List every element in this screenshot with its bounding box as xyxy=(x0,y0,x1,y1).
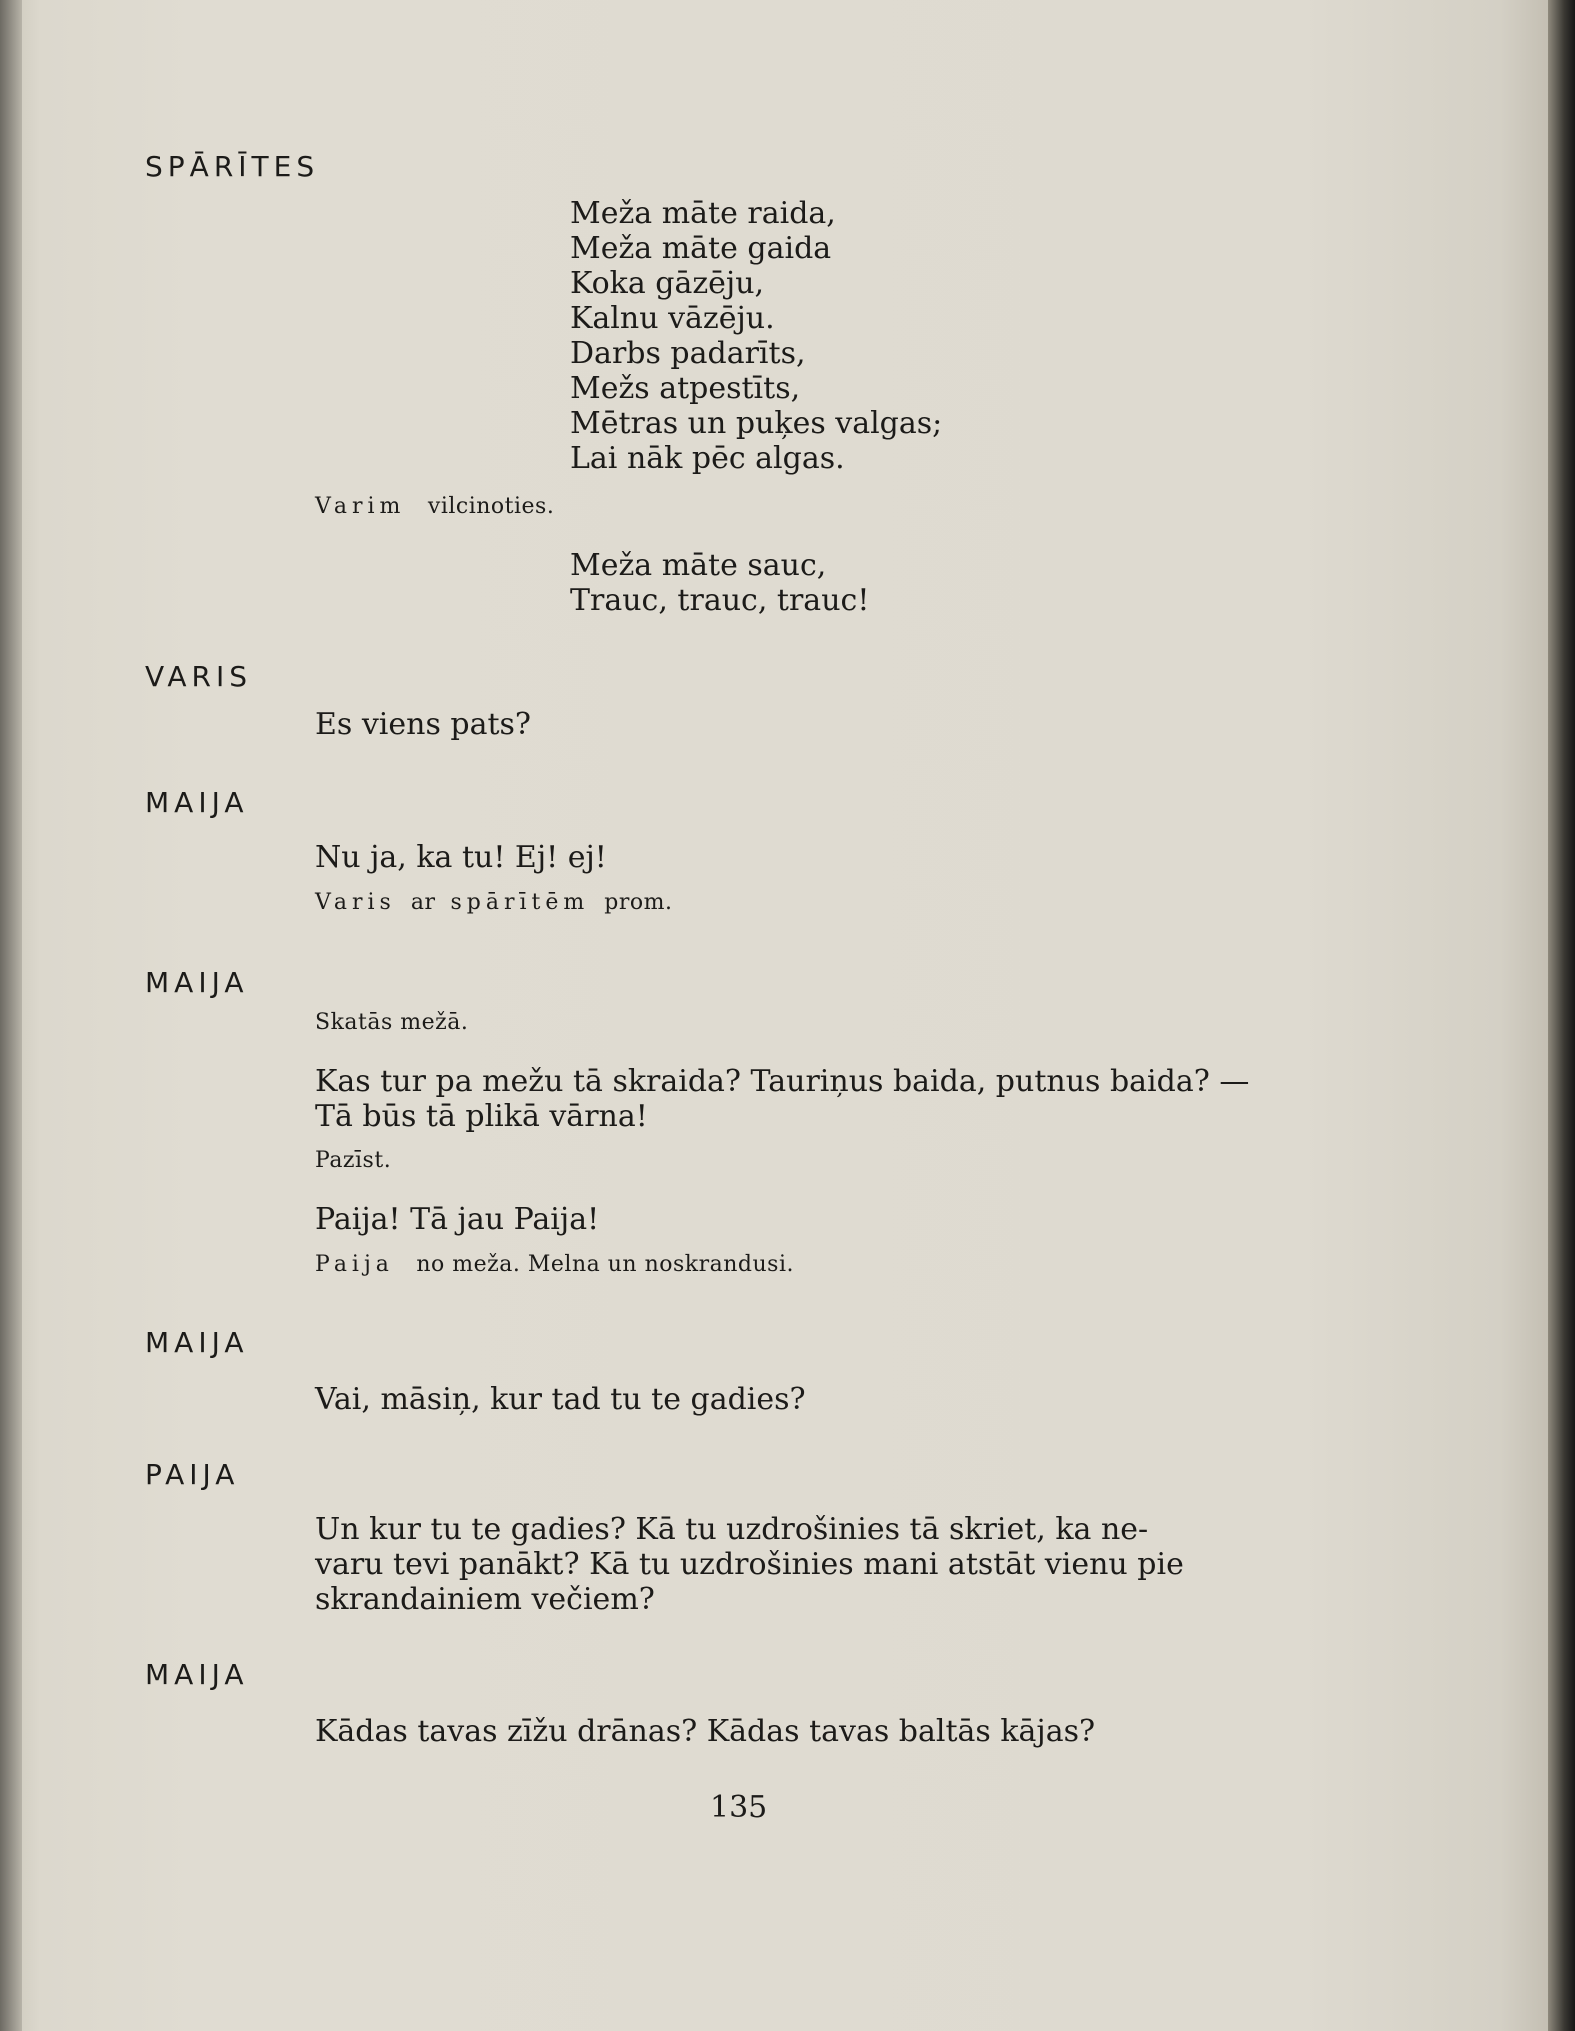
dialogue-line: Es viens pats? xyxy=(315,707,532,742)
verse-block xyxy=(570,548,869,618)
verse-block xyxy=(570,196,942,476)
page-number: 135 xyxy=(710,1790,768,1825)
stage-text: no meža. Melna un noskrandusi. xyxy=(416,1252,794,1277)
verse-line: Trauc, trauc, trauc! xyxy=(570,583,870,618)
stage-character: spārītēm xyxy=(450,890,590,915)
speaker-name: PAIJA xyxy=(145,1458,240,1491)
stage-direction xyxy=(315,890,672,915)
dialogue-line: Un kur tu te gadies? Kā tu uzdrošinies tā skriet, ka ne- xyxy=(315,1512,1149,1547)
verse-line: Koka gāzēju, xyxy=(570,266,765,301)
speaker-name: SPĀRĪTES xyxy=(145,150,320,183)
stage-direction: Skatās mežā. xyxy=(315,1010,469,1035)
verse-line: Mežs atpestīts, xyxy=(570,371,801,406)
verse-line: Kalnu vāzēju. xyxy=(570,301,775,336)
stage-direction: Pazīst. xyxy=(315,1148,392,1173)
speaker-name: MAIJA xyxy=(145,966,249,999)
stage-direction xyxy=(315,1252,794,1277)
dialogue-line: Paija! Tā jau Paija! xyxy=(315,1202,600,1237)
verse-line: Darbs padarīts, xyxy=(570,336,806,371)
speaker-name: MAIJA xyxy=(145,1326,249,1359)
verse-line: Meža māte gaida xyxy=(570,231,832,266)
stage-text: prom. xyxy=(604,890,673,915)
dialogue-line: skrandainiem večiem? xyxy=(315,1582,655,1617)
stage-direction xyxy=(315,494,554,519)
speaker-name: MAIJA xyxy=(145,786,249,819)
verse-line: Mētras un puķes valgas; xyxy=(570,406,943,441)
stage-character: Varis xyxy=(315,890,396,915)
dialogue-line: Vai, māsiņ, kur tad tu te gadies? xyxy=(315,1382,806,1417)
dialogue-paragraph xyxy=(315,1064,1315,1134)
dialogue-paragraph xyxy=(315,1512,1315,1617)
verse-line: Meža māte raida, xyxy=(570,196,836,231)
speaker-name: MAIJA xyxy=(145,1658,249,1691)
dialogue-line: Kādas tavas zīžu drānas? Kādas tavas baltās kājas? xyxy=(315,1714,1096,1749)
stage-text: vilcinoties. xyxy=(427,494,555,519)
page-edge xyxy=(1548,0,1575,2031)
stage-text: ar xyxy=(410,890,436,915)
verse-line: Meža māte sauc, xyxy=(570,548,827,583)
dialogue-line: Kas tur pa mežu tā skraida? Tauriņus baida, putnus baida? — xyxy=(315,1064,1250,1099)
stage-character: Paija xyxy=(315,1252,394,1277)
dialogue-line: Tā būs tā plikā vārna! xyxy=(315,1099,648,1134)
verse-line: Lai nāk pēc algas. xyxy=(570,441,845,476)
dialogue-line: Nu ja, ka tu! Ej! ej! xyxy=(315,840,607,875)
dialogue-line: varu tevi panākt? Kā tu uzdrošinies mani atstāt vienu pie xyxy=(315,1547,1184,1582)
speaker-name: VARIS xyxy=(145,660,253,693)
stage-character: Varim xyxy=(315,494,406,519)
